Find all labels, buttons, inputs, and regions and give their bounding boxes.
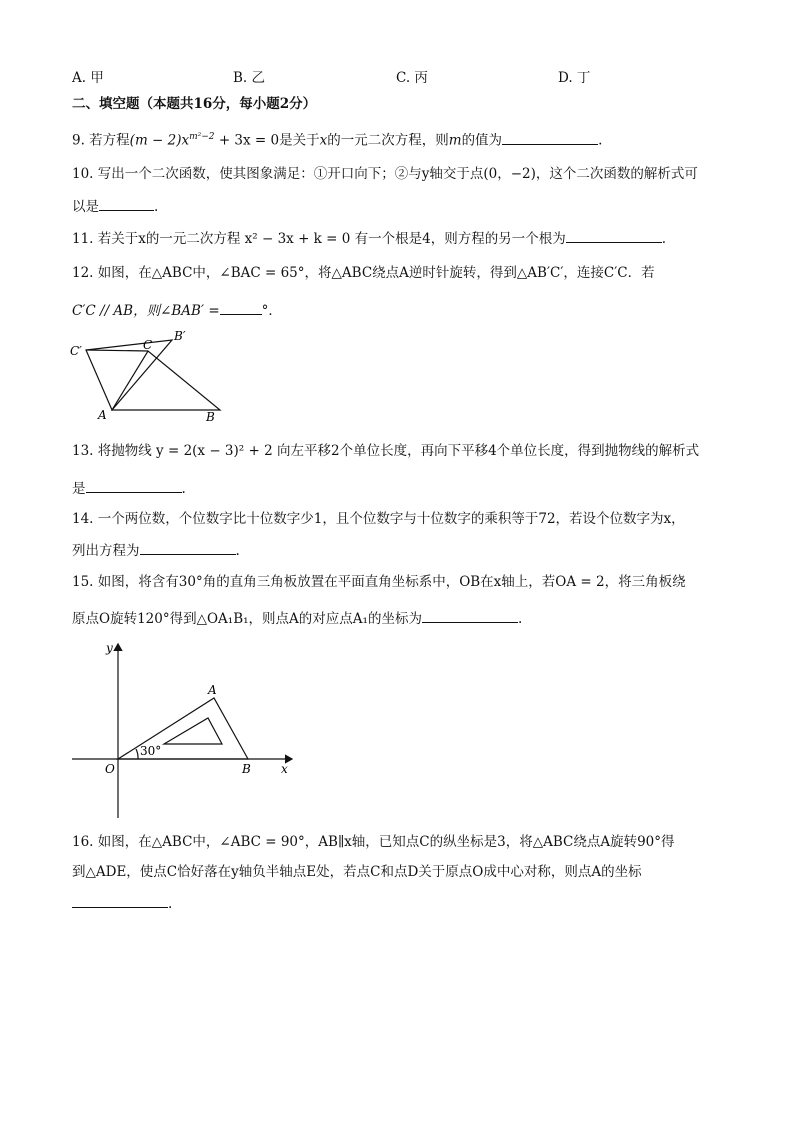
label-b: B xyxy=(206,410,215,424)
q15-figure xyxy=(66,636,306,821)
label-x-axis: x xyxy=(281,762,288,776)
q9-post2: 的值为 xyxy=(461,132,503,149)
question-12-line1: 12. 如图，在△ABC中，∠BAC = 65°，将△ABC绕点A逆时针旋转，得到△AB′C′，连接C′C．若 xyxy=(72,265,655,281)
q15-answer-blank[interactable] xyxy=(422,608,518,623)
question-14-line1: 14. 一个两位数，个位数字比十位数字少1，且个位数字与十位数字的乘积等于72，若设个位数字为x， xyxy=(72,511,685,527)
q12-prefix: C′C // AB，则∠BAB′ = xyxy=(72,303,220,319)
question-15-line1: 15. 如图，将含有30°角的直角三角板放置在平面直角坐标系中，OB在x轴上，若OA = 2，将三角板绕 xyxy=(72,574,686,590)
q13-answer-blank[interactable] xyxy=(86,478,182,493)
q16-end: . xyxy=(168,896,173,912)
q9-equation: (m − 2)x xyxy=(129,132,190,149)
triangle-abc xyxy=(112,351,220,410)
q9-x: x xyxy=(319,132,328,149)
question-10-line2 xyxy=(72,196,158,216)
q9-prefix: 9. 若方程 xyxy=(72,132,130,149)
label-c: C xyxy=(143,338,153,352)
section-title: 二、填空题（本题共16分，每小题2分） xyxy=(72,96,317,112)
question-12-line2 xyxy=(72,300,282,320)
q11-text: 11. 若关于x的一元二次方程 x² − 3x + k = 0 有一个根是4，则方程的另一个根为 xyxy=(72,231,566,247)
q9-exponent: m²−2 xyxy=(189,132,215,142)
q14-answer-blank[interactable] xyxy=(140,540,236,555)
angle-arc xyxy=(136,749,138,759)
q12-post: °． xyxy=(261,303,282,319)
label-origin: O xyxy=(105,762,115,776)
q9-m: m xyxy=(448,132,462,149)
label-a: A xyxy=(98,408,107,422)
question-16-line1: 16. 如图，在△ABC中，∠ABC = 90°，AB∥x轴，已知点C的纵坐标是3，将△ABC绕点A旋转90°得 xyxy=(72,834,675,850)
question-16-line2: 到△ADE，使点C恰好落在y轴负半轴点E处，若点C和点D关于原点O成中心对称，则点A的坐标 xyxy=(72,864,642,880)
q12-figure xyxy=(66,325,226,425)
question-9 xyxy=(72,128,602,150)
question-14-line2 xyxy=(72,540,240,560)
option-a: A. 甲 xyxy=(72,70,104,86)
q10-answer-blank[interactable] xyxy=(99,196,154,211)
label-b-prime: B′ xyxy=(174,329,186,343)
question-13-line1: 13. 将抛物线 y = 2(x − 3)² + 2 向左平移2个单位长度，再向下平移4个单位长度，得到抛物线的解析式 xyxy=(72,443,700,459)
q9-end: . xyxy=(598,132,603,149)
q9-post: 的一元二次方程，则 xyxy=(327,132,449,149)
q10-prefix: 以是 xyxy=(72,199,99,215)
q14-end: . xyxy=(235,543,240,559)
label-point-a: A xyxy=(208,683,217,697)
question-11 xyxy=(72,228,666,248)
question-15-line2 xyxy=(72,608,522,628)
label-angle-30: 30° xyxy=(140,744,162,758)
q10-end: . xyxy=(154,199,159,215)
q11-end: . xyxy=(661,231,667,247)
option-b: B. 乙 xyxy=(233,70,266,86)
label-c-prime: C′ xyxy=(70,344,82,358)
q15-text: 原点O旋转120°得到△OA₁B₁，则点A的对应点A₁的坐标为 xyxy=(72,611,422,627)
q9-answer-blank[interactable] xyxy=(502,130,598,145)
option-c: C. 丙 xyxy=(396,70,428,86)
question-10-line1: 10. 写出一个二次函数，使其图象满足：①开口向下；②与y轴交于点(0，−2)，这个二次函数的解析式可 xyxy=(72,166,698,182)
q13-prefix: 是 xyxy=(72,481,86,497)
option-d: D. 丁 xyxy=(558,70,591,86)
triangle-oab xyxy=(118,698,248,759)
q12-answer-blank[interactable] xyxy=(220,300,262,315)
q14-prefix: 列出方程为 xyxy=(72,543,140,559)
q11-answer-blank[interactable] xyxy=(566,228,662,243)
q15-end: . xyxy=(517,611,523,627)
q9-mid: + 3x = 0是关于 xyxy=(214,132,320,149)
label-y-axis: y xyxy=(106,641,113,655)
segment-c1c xyxy=(86,350,148,351)
inner-triangle xyxy=(164,718,222,744)
label-point-b: B xyxy=(242,762,251,776)
question-13-line2 xyxy=(72,478,186,498)
q16-answer-blank[interactable] xyxy=(72,893,168,908)
q13-end: . xyxy=(181,481,186,497)
question-16-line3 xyxy=(72,893,172,913)
